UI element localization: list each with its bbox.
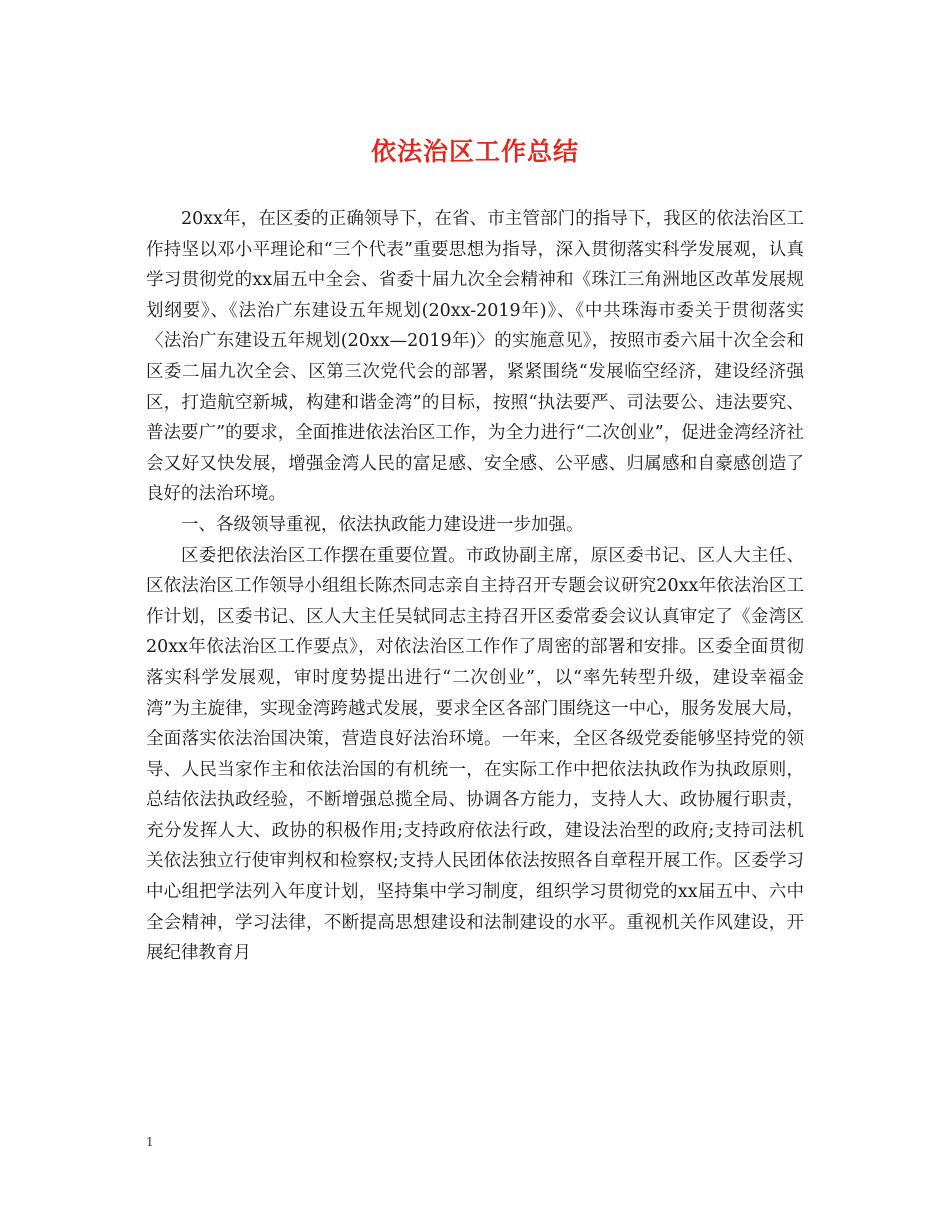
- page-number: 1: [146, 1135, 154, 1149]
- document-title: 依法治区工作总结: [370, 137, 579, 166]
- section-heading-1: 一、各级领导重视，依法执政能力建设进一步加强。: [181, 514, 584, 535]
- section-1-paragraph: 区委把依法治区工作摆在重要位置。市政协副主席，原区委书记、区人大主任、区依法治区工作领导小组组长陈杰同志亲自主持召开专题会议研究20xx年依法治区工作计划，区委书记、区人大主任吴轼同志主持召开区委常委会议认真审定了《金湾区20xx年依法治区工作要点》，对依法治区工作作了周密的部署和安排。区委全面贯彻落实科学发展观，审时度势提出进行“二次创业”，以“率先转型升级，建设幸福金湾”为主旋律，实现金湾跨越式发展，要求全区各部门围绕这一中心，服务发展大局，全面落实依法治国决策，营造良好法治环境。一年来，全区各级党委能够坚持党的领导、人民当家作主和依法治国的有机统一，在实际工作中把依法执政作为执政原则，总结依法执政经验，不断增强总揽全局、协调各方能力，支持人大、政协履行职责，充分发挥人大、政协的积极作用;支持政府依法行政，建设法治型的政府;支持司法机关依法独立行使审判权和检察权;支持人民团体依法按照各自章程开展工作。区委学习中心组把学法列入年度计划，坚持集中学习制度，组织学习贯彻党的xx届五中、六中全会精神，学习法律，不断提高思想建设和法制建设的水平。重视机关作风建设，开展纪律教育月: [146, 545, 804, 964]
- intro-paragraph: 20xx年，在区委的正确领导下，在省、市主管部门的指导下，我区的依法治区工作持坚以邓小平理论和“三个代表”重要思想为指导，深入贯彻落实科学发展观，认真学习贯彻党的xx届五中全会、省委十届九次全会精神和《珠江三角洲地区改革发展规划纲要》、《法治广东建设五年规划(20xx-2019年)》、《中共珠海市委关于贯彻落实〈法治广东建设五年规划(20xx—2019年)〉的实施意见》，按照市委六届十次全会和区委二届九次全会、区第三次党代会的部署，紧紧围绕“发展临空经济，建设经济强区，打造航空新城，构建和谐金湾”的目标，按照“执法要严、司法要公、违法要究、普法要广”的要求，全面推进依法治区工作，为全力进行“二次创业”，促进金湾经济社会又好又快发展，增强金湾人民的富足感、安全感、公平感、归属感和自豪感创造了良好的法治环境。: [146, 209, 804, 505]
- document-body: [146, 204, 804, 969]
